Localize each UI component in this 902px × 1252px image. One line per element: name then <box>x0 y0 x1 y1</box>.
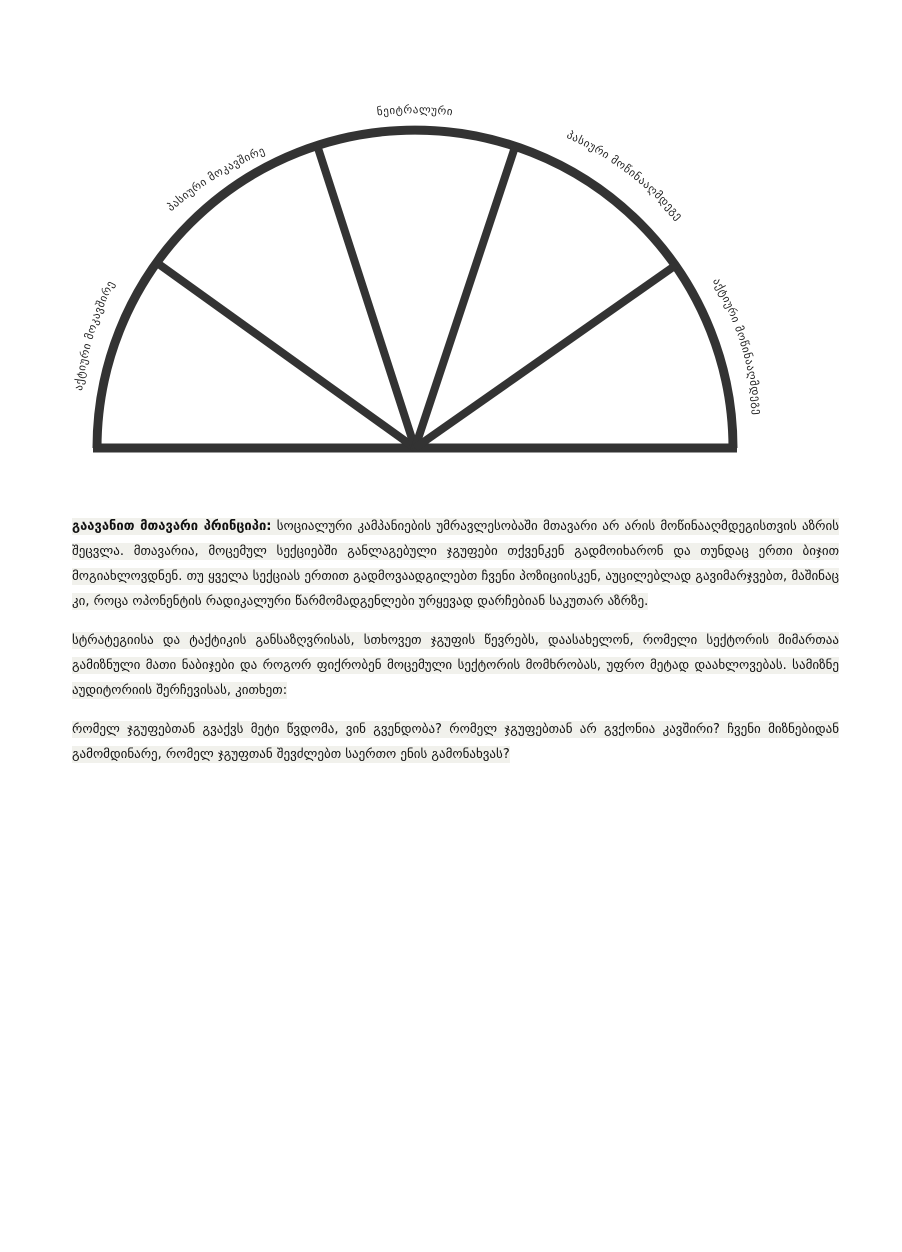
principle-title: გაავანით მთავარი პრინციპი: <box>72 519 272 534</box>
questions-text: რომელ ჯგუფებთან გვაქვს მეტი წვდომა, ვინ გვენდობა? რომელ ჯგუფებთან არ გვქონია კავშირი? ჩვენი მიზნებიდან გამომდინარე, რომელ ჯგუფთან შევძლებთ საერთო ენის გამონახვას? <box>72 722 839 762</box>
svg-text:აქტიური მოკავშირე <box>72 278 117 391</box>
spectrum-of-allies-diagram <box>0 0 902 500</box>
divider-line-3 <box>415 147 515 448</box>
label-neutral: ნეიტრალური <box>376 103 454 119</box>
label-passive-opponent: პასიური მოწინააღმდეგე <box>564 128 686 223</box>
label-active-opponent: აქტიური მოწინააღმდეგე <box>710 275 765 416</box>
strategy-text: სტრატეგიისა და ტაქტიკის განსაზღვრისას, სთხოვეთ ჯგუფის წევრებს, დაასახელონ, რომელი სექტორის მიმართაა გამიზნული მათი ნაბიჯები და როგორ ფიქრობენ მოცემული სექტორის მომხრობას, უფრო მეტად დაახლოვებას. სამიზნე აუდიტორიის შერჩევისას, კითხეთ: <box>72 633 839 698</box>
body-text <box>72 514 839 781</box>
label-active-ally: აქტიური მოკავშირე <box>72 278 118 392</box>
svg-text:ნეიტრალური <box>376 103 454 118</box>
principle-text: სოციალური კამპანიების უმრავლესობაში მთავარი არ არის მოწინააღმდეგისთვის აზრის შეცვლა. მთავარია, მოცემულ სექციებში განლაგებული ჯგუფები თქვენკენ გადმოიხარონ და თუნდაც ერთი ბიჯით მოგიახლოვდნენ. თუ ყველა სექციას ერთით გადმოვაადგილებთ ჩვენი პოზიციისკენ, აუცილებლად გავიმარჯვებთ, მაშინაც კი, როცა ოპონენტის რადიკალური წარმომადგენლები ურყევად დარჩებიან საკუთარ აზრზე. <box>72 519 839 609</box>
divider-line-4 <box>415 265 676 448</box>
divider-line-1 <box>160 265 415 448</box>
divider-line-2 <box>317 145 415 448</box>
strategy-paragraph <box>72 628 839 703</box>
label-passive-ally: პასიური მოკავშირე <box>164 143 267 214</box>
principle-paragraph <box>72 514 839 614</box>
questions-paragraph <box>72 717 839 767</box>
